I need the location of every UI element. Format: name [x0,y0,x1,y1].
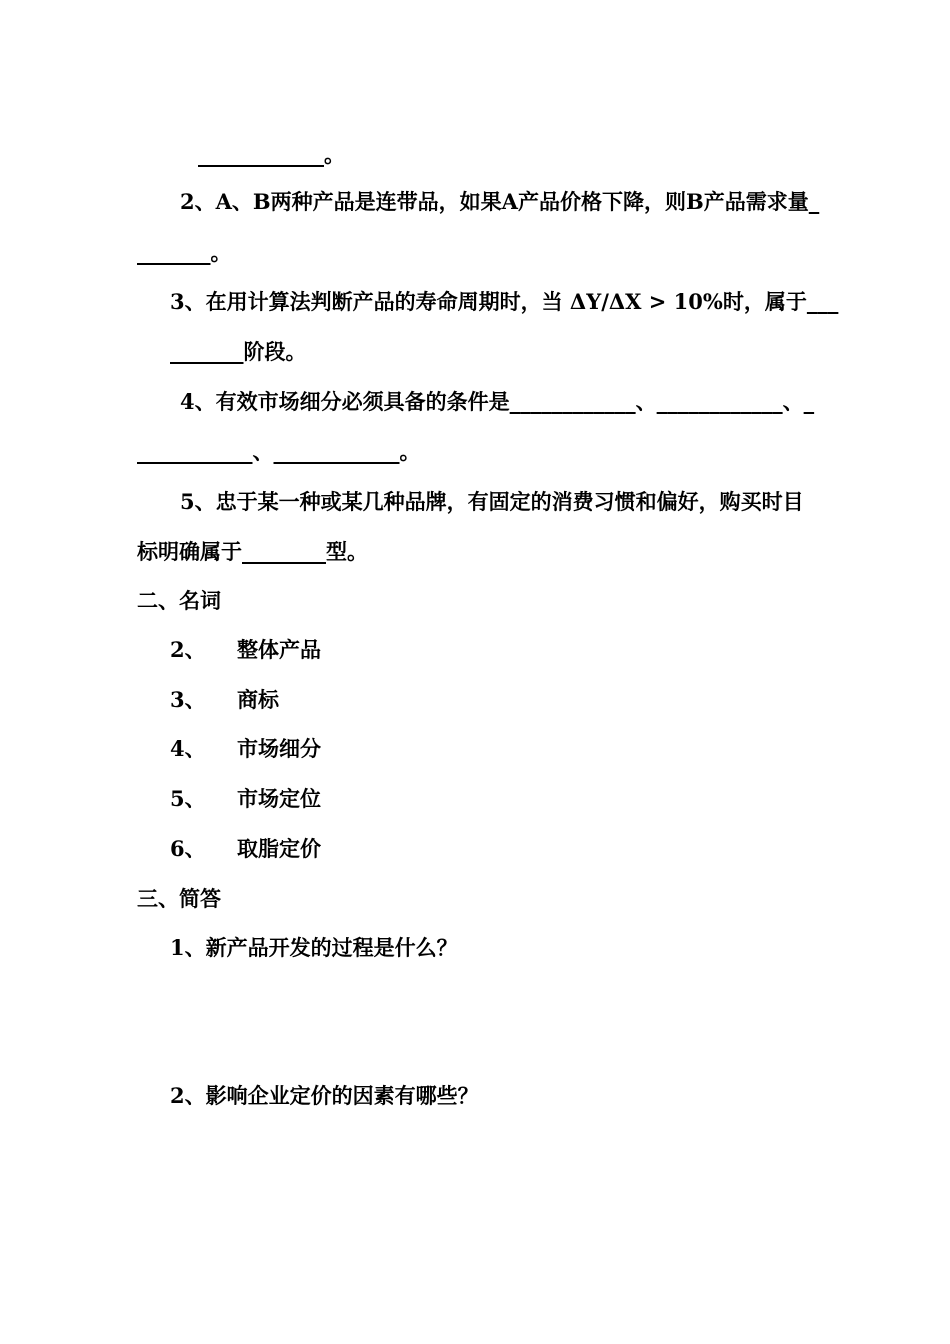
term-number: 2、 [170,637,206,662]
term-item: 商标 [237,687,279,712]
q5-line1: 5、忠于某一种或某几种品牌，有固定的消费习惯和偏好，购买时目 [180,489,804,514]
section-heading-short-answer: 三、简答 [137,886,221,911]
section-heading-terms: 二、名词 [137,588,221,613]
term-item: 取脂定价 [237,836,321,861]
q2-line2: _______。 [137,240,232,265]
term-number: 6、 [170,836,206,861]
q1-blank-tail: ____________。 [198,142,345,167]
term-item: 市场定位 [237,786,321,811]
term-item: 市场细分 [237,736,321,761]
term-number: 5、 [170,786,206,811]
q4-line2: ___________、____________。 [137,439,421,464]
q3-line1: 3、在用计算法判断产品的寿命周期时，当 ΔY/ΔX > 10%时，属于___ [170,289,839,314]
short-answer-q2: 2、影响企业定价的因素有哪些？ [170,1083,479,1108]
term-number: 3、 [170,687,206,712]
q4-line1: 4、有效市场细分必须具备的条件是____________、____________、_ [180,389,815,414]
q3-line2: _______阶段。 [170,339,307,364]
term-item: 整体产品 [237,637,321,662]
q5-line2: 标明确属于________型。 [137,539,368,564]
short-answer-q1: 1、新产品开发的过程是什么？ [170,935,458,960]
q2-line1: 2、A、B两种产品是连带品，如果A产品价格下降，则B产品需求量_ [180,189,820,214]
term-number: 4、 [170,736,206,761]
